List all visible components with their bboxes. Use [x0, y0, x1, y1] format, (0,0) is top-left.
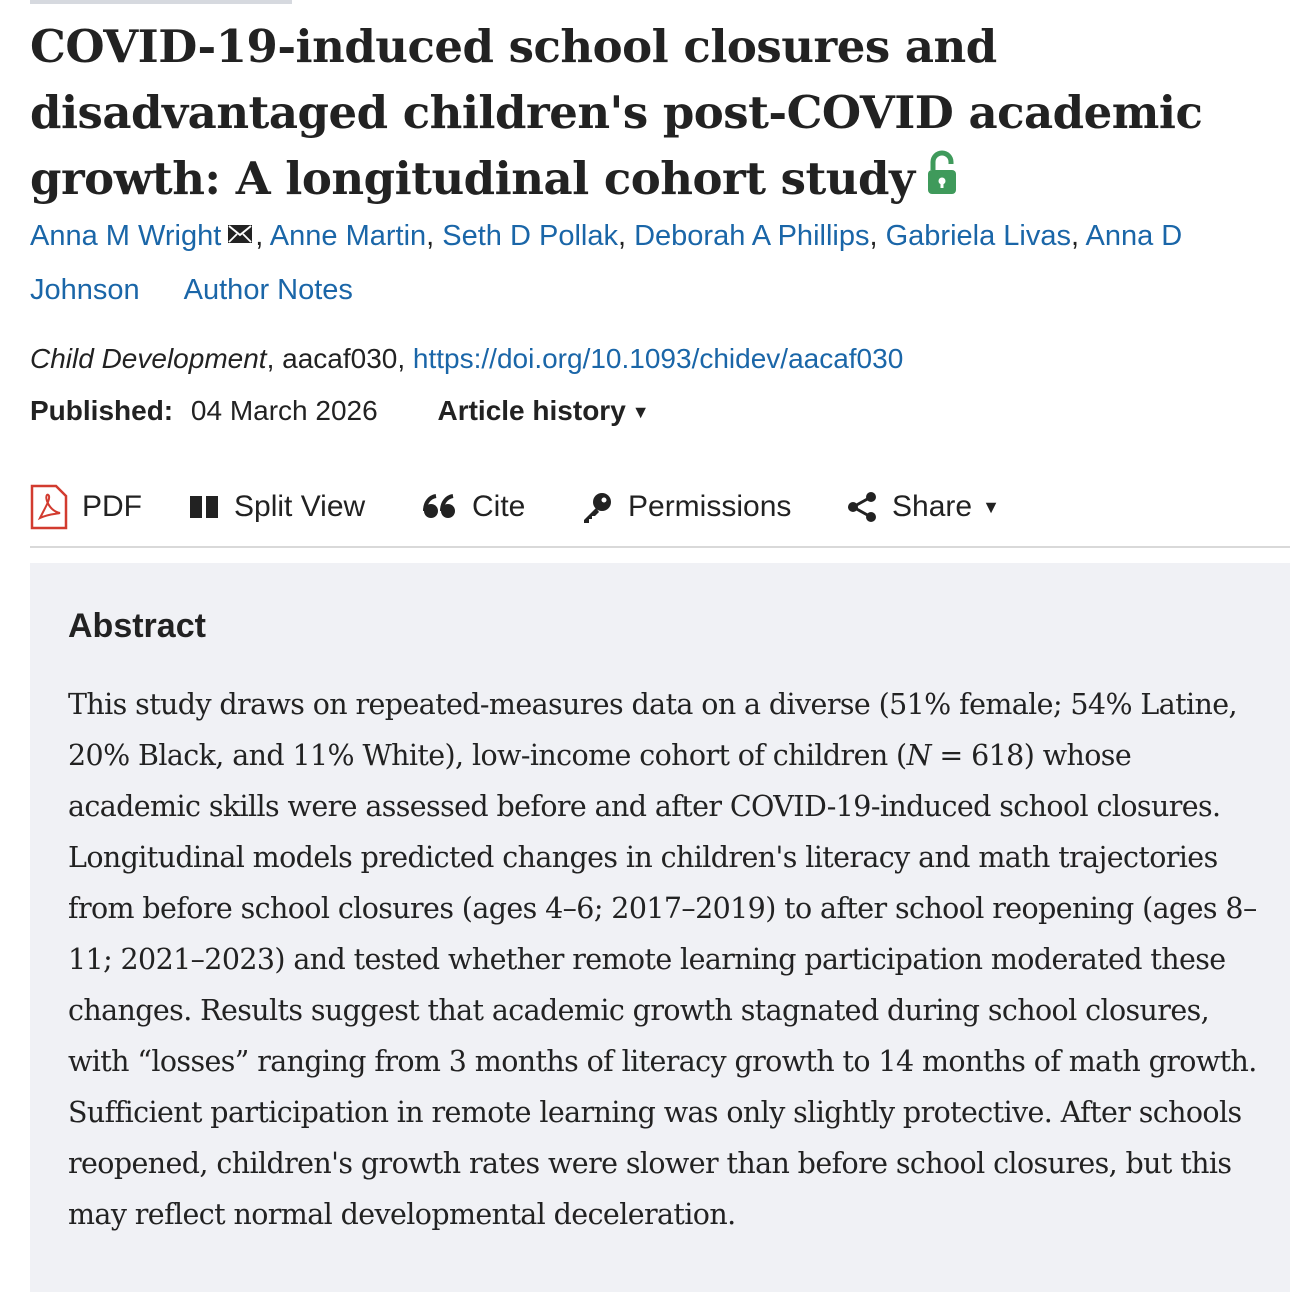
- quote-icon: [422, 493, 458, 521]
- caret-down-icon: ▼: [631, 402, 650, 422]
- author-link[interactable]: Seth D Pollak: [442, 220, 618, 253]
- share-icon: [846, 491, 878, 523]
- share-button[interactable]: [846, 482, 1000, 532]
- author-separator: ,: [426, 220, 443, 253]
- abstract-text-part: This study draws on repeated-measures data on a diverse (51% female; 54% Latine, 20% Black, and 11% White), low-income cohort of children (: [68, 688, 1237, 772]
- author-link[interactable]: Gabriela Livas: [885, 220, 1071, 253]
- abstract-text-part: = 618) whose academic skills were assessed before and after COVID-19-induced school closures. Longitudinal models predicted changes in children's literacy and math trajectories from before school closures (ages 4–6; 2017–2019) to after school reopening (ages 8–11; 2021–2023) and tested whether remote learning participation moderated these changes. Results suggest that academic growth stagnated during school closures, with “losses” ranging from 3 months of literacy growth to 14 months of math growth. Sufficient participation in remote learning was only slightly protective. After schools reopened, children's growth rates were slower than before school closures, but this may reflect normal developmental deceleration.: [68, 739, 1257, 1231]
- share-label: Share: [892, 490, 973, 523]
- author-separator: ,: [617, 220, 635, 253]
- caret-down-icon: ▼: [982, 496, 1000, 517]
- permissions-label: Permissions: [628, 490, 792, 523]
- article-title: COVID-19-induced school closures and disadvantaged children's post-COVID academic growth: A longitudinal cohort study: [30, 14, 1280, 216]
- split-view-label: Split View: [234, 490, 366, 523]
- author-list: [30, 210, 1290, 316]
- author-notes-link[interactable]: Author Notes: [183, 274, 353, 306]
- author-link[interactable]: Deborah A Phillips: [634, 220, 870, 253]
- author-link[interactable]: Anna M Wright: [30, 220, 222, 253]
- top-accent-bar: [30, 0, 292, 4]
- cite-label: Cite: [472, 490, 526, 523]
- article-id: , aacaf030,: [266, 343, 413, 374]
- published-label: Published:: [30, 395, 174, 426]
- cite-button[interactable]: [422, 482, 525, 532]
- article-history-toggle[interactable]: [437, 395, 649, 426]
- author-link[interactable]: Anna D Johnson: [30, 220, 1183, 306]
- abstract-text: [68, 679, 1260, 1240]
- abstract-heading: Abstract: [68, 607, 206, 645]
- author-link[interactable]: Anne Martin: [269, 220, 427, 253]
- abstract-n-symbol: N: [906, 739, 931, 772]
- key-icon: [580, 490, 614, 524]
- unlock-icon: [925, 150, 959, 216]
- author-separator: ,: [869, 220, 886, 253]
- envelope-icon[interactable]: [227, 210, 253, 261]
- published-date: 04 March 2026: [190, 395, 378, 426]
- author-separator: ,: [255, 220, 270, 253]
- citation-line: [30, 338, 1290, 380]
- split-view-button[interactable]: [188, 482, 365, 532]
- split-view-icon: [188, 494, 220, 520]
- pdf-icon: [30, 484, 68, 530]
- article-toolbar: [30, 478, 1290, 548]
- article-history-label: Article history: [437, 395, 626, 426]
- pdf-button[interactable]: [30, 482, 142, 532]
- published-line: [30, 390, 650, 433]
- journal-name: Child Development: [30, 343, 267, 374]
- author-separator: ,: [1070, 220, 1086, 253]
- pdf-label: PDF: [82, 490, 142, 523]
- abstract-panel: [30, 563, 1290, 1292]
- permissions-button[interactable]: [580, 482, 791, 532]
- doi-link[interactable]: https://doi.org/10.1093/chidev/aacaf030: [412, 343, 904, 374]
